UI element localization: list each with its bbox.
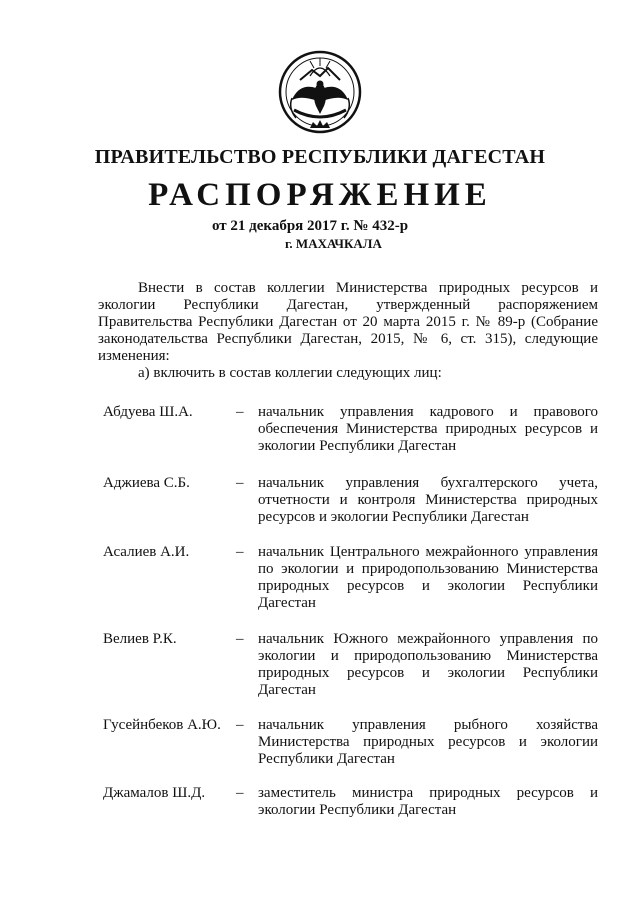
member-dash: – bbox=[236, 404, 244, 420]
document-type-title: РАСПОРЯЖЕНИЕ bbox=[148, 177, 492, 213]
member-name: Аджиева С.Б. bbox=[103, 475, 190, 491]
member-name: Джамалов Ш.Д. bbox=[103, 785, 206, 801]
government-title: ПРАВИТЕЛЬСТВО РЕСПУБЛИКИ ДАГЕСТАН bbox=[94, 146, 546, 168]
member-position: начальник Южного межрайонного управления по экологии и природопользованию Министерства природных ресурсов и экологии Республики Дагестан bbox=[258, 631, 598, 698]
member-position: заместитель министра природных ресурсов и экологии Республики Дагестан bbox=[258, 785, 598, 818]
order-city: г. МАХАЧКАЛА bbox=[285, 236, 382, 251]
order-date-number: от 21 декабря 2017 г. № 432-р bbox=[212, 218, 409, 234]
member-name: Гусейнбеков А.Ю. bbox=[103, 717, 221, 733]
dagestan-coat-of-arms-icon bbox=[270, 40, 370, 140]
member-name: Велиев Р.К. bbox=[103, 631, 177, 647]
member-dash: – bbox=[236, 544, 244, 560]
member-dash: – bbox=[236, 475, 244, 491]
member-dash: – bbox=[236, 717, 244, 733]
member-name: Асалиев А.И. bbox=[103, 544, 190, 560]
member-position: начальник управления рыбного хозяйства Министерства природных ресурсов и экологии Республики Дагестан bbox=[258, 717, 598, 767]
member-name: Абдуева Ш.А. bbox=[103, 404, 193, 420]
order-paragraph-intro: Внести в состав коллегии Министерства природных ресурсов и экологии Республики Дагестан, утвержденный распоряжением Правительства Республики Дагестан от 20 марта 2015 г. № 89-р (Собрание законодательства Республики Дагестан, 2015, № 6, ст. 315), следующие изменения: bbox=[98, 280, 598, 364]
order-paragraph-include: а) включить в состав коллегии следующих лиц: bbox=[138, 365, 442, 381]
member-position: начальник управления бухгалтерского учета, отчетности и контроля Министерства природных ресурсов и экологии Республики Дагестан bbox=[258, 475, 598, 525]
member-position: начальник управления кадрового и правового обеспечения Министерства природных ресурсов и экологии Республики Дагестан bbox=[258, 404, 598, 454]
member-dash: – bbox=[236, 785, 244, 801]
member-dash: – bbox=[236, 631, 244, 647]
member-position: начальник Центрального межрайонного управления по экологии и природопользованию Министерства природных ресурсов и экологии Республики Дагестан bbox=[258, 544, 598, 611]
order-body bbox=[98, 280, 598, 382]
